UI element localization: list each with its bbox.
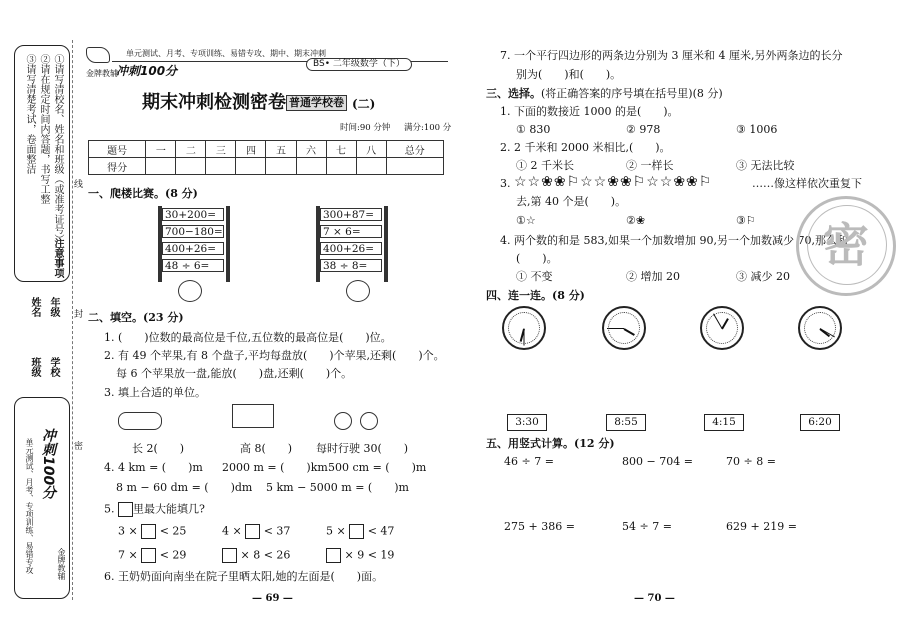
s3-title-text: 三、选择。 — [486, 87, 541, 100]
time-label-1[interactable]: 3:30 — [507, 414, 547, 431]
score-cell[interactable] — [146, 158, 176, 175]
s2-q5-r2c — [326, 548, 394, 563]
s4-title: 四、连一连。(8 分) — [486, 289, 585, 302]
opt-num: ① — [516, 214, 526, 227]
s5-title: 五、用竖式计算。(12 分) — [486, 437, 615, 450]
exam-time: 时间:90 分钟 — [340, 123, 391, 133]
s2-q4-b2: 5 km − 5000 m = ( )m — [266, 481, 409, 494]
score-head-2: 二 — [176, 141, 206, 158]
flag-icon: ⚐ — [745, 214, 756, 227]
grade-label: 年级 — [48, 297, 59, 317]
cut-mark-line: 线 — [74, 180, 84, 190]
blank-box[interactable] — [245, 524, 260, 539]
score-cell[interactable] — [236, 158, 266, 175]
s5-r1-1: 46 ÷ 7 = — [504, 455, 554, 468]
score-head-9: 总分 — [386, 141, 443, 158]
s2-q7a: 7. 一个平行四边形的两条边分别为 3 厘米和 4 厘米,另外两条边的长分 — [500, 49, 843, 62]
s2-q4-a2: 2000 m = ( )km — [222, 461, 328, 474]
score-cell[interactable] — [176, 158, 206, 175]
score-head-8: 八 — [356, 141, 386, 158]
q5-bound: < 25 — [159, 524, 187, 538]
s3-q3-opt-3 — [736, 214, 756, 228]
class-label: 班级 — [29, 357, 40, 377]
cut-line — [72, 40, 73, 600]
score-row-label: 得分 — [89, 158, 146, 175]
s2-q7b: 别为( )和( )。 — [516, 68, 622, 81]
s2-q2a: 2. 有 49 个苹果,有 8 个盘子,平均每盘放( )个苹果,还剩( )个。 — [104, 349, 445, 362]
shape-sequence-icon: ☆☆❀❀⚐☆☆❀❀⚐☆☆❀❀⚐ — [514, 174, 713, 190]
score-head-5: 五 — [266, 141, 296, 158]
blank-box[interactable] — [141, 524, 156, 539]
s3-q4-opt-3: ③ 减少 20 — [736, 270, 790, 283]
s5-r2-1: 275 + 386 = — [504, 520, 575, 533]
score-cell[interactable] — [326, 158, 356, 175]
score-cell[interactable] — [296, 158, 326, 175]
opt-num: ③ — [736, 214, 746, 227]
s3-q4-opt-2: ② 增加 20 — [626, 270, 680, 283]
bike-wheel-icon — [334, 412, 352, 430]
brand-box — [14, 397, 70, 599]
score-cell[interactable] — [386, 158, 443, 175]
score-table — [88, 140, 444, 175]
page-number-right: — 70 — — [634, 593, 675, 604]
s3-title-note: (将正确答案的序号填在括号里)(8 分) — [541, 87, 723, 100]
blank-box[interactable] — [141, 548, 156, 563]
s3-q2-opt-2: ② 一样长 — [626, 159, 674, 172]
bottom-brand: 金牌教辅 — [57, 548, 66, 580]
notice-box — [14, 45, 70, 282]
s2-q5-r1a — [118, 524, 186, 539]
monkey-icon — [178, 280, 202, 302]
exam-badge: 普通学校卷 — [286, 95, 347, 111]
notice-title: 注意事项 — [52, 238, 63, 278]
ladder-left-3: 48 ÷ 6= — [162, 259, 224, 272]
q5-factor: 7 × — [118, 548, 138, 562]
q5-factor: 3 × — [118, 524, 138, 538]
score-head-7: 七 — [326, 141, 356, 158]
brand-book-icon — [86, 47, 110, 63]
clock-face-icon — [502, 306, 546, 350]
s2-q5-text: 里最大能填几? — [133, 502, 205, 516]
s2-q3: 3. 填上合适的单位。 — [104, 386, 206, 399]
s3-q3-num: 3. — [500, 177, 511, 190]
s2-q1: 1. ( )位数的最高位是千位,五位数的最高位是( )位。 — [104, 331, 392, 344]
clock-face-icon — [602, 306, 646, 350]
desk-icon — [232, 404, 274, 428]
secret-stamp — [796, 196, 896, 296]
s3-q4a: 4. 两个数的和是 583,如果一个加数增加 90,另一个加数减少 70,那么和 — [500, 234, 848, 247]
time-label-3[interactable]: 4:15 — [704, 414, 744, 431]
exam-suffix: (二) — [352, 97, 376, 111]
score-cell[interactable] — [356, 158, 386, 175]
q5-expr: × 8 < 26 — [240, 548, 291, 562]
s3-q4-opt-1: ① 不变 — [516, 270, 553, 283]
q5-bound: < 47 — [367, 524, 395, 538]
header-brand: 金牌教辅 — [86, 69, 118, 78]
binding-strip — [10, 45, 72, 600]
s3-q3a: ……像这样依次重复下 — [752, 177, 862, 190]
s3-q3b: 去,第 40 个是( )。 — [516, 195, 627, 208]
monkey-icon — [346, 280, 370, 302]
s3-q1-opt-1: ① 830 — [516, 123, 551, 136]
bottom-logo: 冲刺100分 — [40, 428, 56, 500]
ladder-right-1: 7 × 6= — [320, 225, 382, 238]
ladder-right-3: 38 ÷ 8= — [320, 259, 382, 272]
s3-q3-opt-1 — [516, 214, 536, 228]
s5-r1-3: 70 ÷ 8 = — [726, 455, 776, 468]
score-head-4: 四 — [236, 141, 266, 158]
bottom-text: 单元测试、月考、专项训练、易错专攻 — [25, 438, 34, 574]
score-head-1: 一 — [146, 141, 176, 158]
exam-score: 满分:100 分 — [404, 123, 452, 133]
notice-line-2: ②请在规定时间内答题，书写工整 — [38, 54, 49, 204]
s2-title: 二、填空。(23 分) — [88, 311, 184, 324]
grade-tag: BS• 二年级数学（下） — [306, 58, 412, 71]
s2-q4-a1: 4. 4 km = ( )m — [104, 461, 203, 474]
s3-title — [486, 87, 723, 101]
score-cell[interactable] — [266, 158, 296, 175]
flower-icon: ❀ — [635, 214, 646, 227]
s2-q4-b1: 8 m − 60 dm = ( )dm — [116, 481, 253, 494]
s3-q1-opt-3: ③ 1006 — [736, 123, 778, 136]
s3-q2-opt-3: ③ 无法比较 — [736, 159, 795, 172]
name-label: 姓名 — [29, 297, 40, 317]
s3-q1: 1. 下面的数接近 1000 的是( )。 — [500, 105, 679, 118]
page-number-left: — 69 — — [252, 593, 293, 604]
opt-num: ② — [626, 214, 636, 227]
q5-expr: × 9 < 19 — [344, 548, 395, 562]
star-icon: ☆ — [525, 214, 536, 227]
score-cell[interactable] — [206, 158, 236, 175]
s3-q2-opt-1: ① 2 千米长 — [516, 159, 574, 172]
blank-box[interactable] — [222, 548, 237, 563]
ladder-right — [316, 206, 388, 282]
s5-r1-2: 800 − 704 = — [622, 455, 693, 468]
s3-q3-opt-2 — [626, 214, 645, 228]
stamp-text: 密 — [823, 218, 869, 272]
ladder-right-2: 400+26= — [320, 242, 382, 255]
bike-wheel-icon — [360, 412, 378, 430]
score-head-6: 六 — [296, 141, 326, 158]
header-logo: 冲刺100分 — [116, 64, 178, 78]
s2-q2b: 每 6 个苹果放一盘,能放( )盘,还剩( )个。 — [116, 367, 353, 380]
q5-bound: < 29 — [159, 548, 187, 562]
s5-r2-3: 629 + 219 = — [726, 520, 797, 533]
s3-q1-opt-2: ② 978 — [626, 123, 661, 136]
s2-q3-item-1: 长 2( ) — [132, 442, 185, 455]
time-label-2[interactable]: 8:55 — [606, 414, 646, 431]
blank-box[interactable] — [118, 502, 133, 517]
s3-q4b: ( )。 — [516, 252, 558, 265]
s2-q4-a3: 500 cm = ( )m — [328, 461, 427, 474]
s2-q5-r1b — [222, 524, 290, 539]
q5-factor: 5 × — [326, 524, 346, 538]
ladder-right-0: 300+87= — [320, 208, 382, 221]
s2-q5-num: 5. — [104, 502, 115, 516]
pencil-case-icon — [118, 412, 162, 430]
s2-q3-item-2: 高 8( ) — [240, 442, 293, 455]
ladder-left-2: 400+26= — [162, 242, 224, 255]
cut-mark-secret: 密 — [74, 442, 84, 452]
school-label: 学校 — [48, 357, 59, 377]
s2-q5-r2b — [222, 548, 290, 563]
s2-q5-r1c — [326, 524, 394, 539]
ladder-left — [158, 206, 230, 282]
ladder-left-1: 700−180= — [162, 225, 224, 238]
blank-box[interactable] — [326, 548, 341, 563]
clock-face-icon — [798, 306, 842, 350]
score-head-0: 题号 — [89, 141, 146, 158]
score-head-3: 三 — [206, 141, 236, 158]
s3-q2: 2. 2 千米和 2000 米相比,( )。 — [500, 141, 671, 154]
header-subtitle: 单元测试、月考、专项训练、易错专攻、期中、期末冲刺 — [126, 49, 326, 58]
s2-q5-r2a — [118, 548, 186, 563]
blank-box[interactable] — [349, 524, 364, 539]
exam-title: 期末冲刺检测密卷 — [142, 92, 286, 113]
s2-q3-item-3: 每时行驶 30( ) — [316, 442, 409, 455]
s2-q6: 6. 王奶奶面向南坐在院子里晒太阳,她的左面是( )面。 — [104, 570, 384, 583]
clock-face-icon — [700, 306, 744, 350]
notice-line-1: ①请写清校名、姓名和班级（或准考证号） — [52, 54, 63, 244]
ladder-left-0: 30+200= — [162, 208, 224, 221]
s2-q5 — [104, 502, 205, 517]
s1-title: 一、爬楼比赛。(8 分) — [88, 187, 198, 200]
s5-r2-2: 54 ÷ 7 = — [622, 520, 672, 533]
time-label-4[interactable]: 6:20 — [800, 414, 840, 431]
notice-line-3: ③请写清楚考试，卷面整洁 — [24, 54, 35, 174]
cut-mark-seal: 封 — [74, 310, 84, 320]
q5-factor: 4 × — [222, 524, 242, 538]
q5-bound: < 37 — [263, 524, 291, 538]
